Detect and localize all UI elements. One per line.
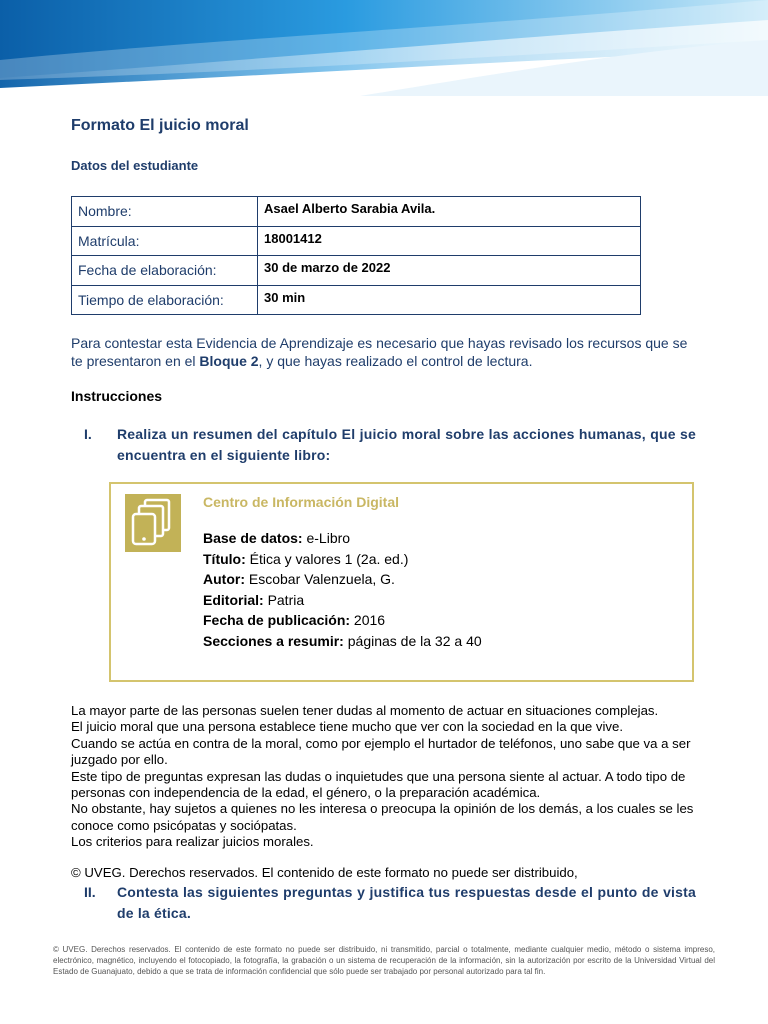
- summary-paragraph: Este tipo de preguntas expresan las dudas o inquietudes que una persona siente al actuar. A todo tipo de personas con independencia de la edad, el género, o la preparación académica.: [71, 768, 686, 801]
- row-label: Fecha de elaboración:: [72, 256, 258, 286]
- reference-value: Escobar Valenzuela, G.: [248, 571, 395, 587]
- reference-label: Fecha de publicación:: [203, 612, 351, 628]
- reference-value: Ética y valores 1 (2a. ed.): [249, 550, 409, 567]
- intro-text: Para contestar esta Evidencia de Aprendizaje es necesario que hayas revisado los recursos que se te presentaron en el: [71, 335, 688, 369]
- item-number: II.: [84, 884, 96, 900]
- student-section-heading: Datos del estudiante: [71, 158, 199, 173]
- student-data-table: [71, 196, 641, 315]
- table-row: [72, 197, 641, 227]
- reference-label: Secciones a resumir:: [203, 632, 344, 649]
- reference-value: 2016: [353, 612, 386, 628]
- reference-label: Editorial:: [203, 591, 264, 608]
- instructions-heading: Instrucciones: [71, 388, 163, 404]
- reference-line: [203, 549, 482, 570]
- row-label: Matrícula:: [72, 226, 258, 256]
- summary-paragraph: No obstante, hay sujetos a quienes no les interesa o preocupa la opinión de los demás, a los cuales se les conoce como psicópatas y sociópatas.: [71, 801, 694, 833]
- document-title: Formato El juicio moral: [71, 117, 249, 134]
- reference-line: [203, 610, 482, 631]
- book-pages-icon: [125, 494, 181, 552]
- reference-label: Base de datos:: [203, 530, 303, 546]
- item-text: Contesta las siguientes preguntas y justifica tus respuestas desde el punto de vista de la ética.: [117, 884, 696, 921]
- row-value: 30 min: [258, 285, 641, 315]
- intro-paragraph: [71, 334, 699, 370]
- info-box-title: Centro de Información Digital: [203, 494, 400, 510]
- reference-value: Patria: [267, 591, 305, 608]
- header-banner: [0, 0, 768, 96]
- item-number: I.: [84, 426, 92, 442]
- row-label: Tiempo de elaboración:: [72, 285, 258, 315]
- table-row: [72, 226, 641, 256]
- reference-value: e-Libro: [306, 530, 351, 546]
- row-value: 30 de marzo de 2022: [258, 256, 641, 286]
- summary-paragraph: Cuando se actúa en contra de la moral, como por ejemplo el hurtador de teléfonos, uno sabe que va a ser juzgado por ello.: [71, 735, 691, 768]
- reference-line: [203, 631, 482, 652]
- reference-value: páginas de la 32 a 40: [347, 632, 482, 649]
- reference-line: [203, 528, 482, 549]
- intro-text-end: , y que hayas realizado el control de lectura.: [258, 353, 533, 369]
- reference-label: Título:: [203, 550, 246, 567]
- reference-details: [203, 528, 482, 651]
- table-row: [72, 256, 641, 286]
- instruction-item-1: [84, 424, 696, 466]
- reference-line: [203, 569, 482, 590]
- summary-paragraph: La mayor parte de las personas suelen tener dudas al momento de actuar en situaciones complejas.: [71, 703, 659, 718]
- row-value: Asael Alberto Sarabia Avila.: [258, 197, 641, 227]
- copyright-line: © UVEG. Derechos reservados. El contenido de este formato no puede ser distribuido,: [71, 865, 578, 880]
- summary-paragraph: Los criterios para realizar juicios morales.: [71, 834, 314, 850]
- footer-copyright: © UVEG. Derechos reservados. El contenido de este formato no puede ser distribuido, ni transmitido, parcial o totalmente, mediante cualquier medio, método o sistema impreso, electrónico, magnético, incluyendo el fotocopiado, la fotografía, la grabación o un sistema de recuperación de la información, sin la autorización por escrito de la Universidad Virtual del Estado de Guanajuato, debido a que se trata de información confidencial que sólo puede ser trabajado por personal autorizado para tal fin.: [53, 945, 715, 976]
- digital-info-center-box: [109, 482, 694, 682]
- instruction-item-2: [84, 882, 696, 924]
- intro-bold-text: Bloque 2: [199, 353, 259, 369]
- item-text: Realiza un resumen del capítulo El juicio moral sobre las acciones humanas, que se encuentra en el siguiente libro:: [117, 426, 696, 463]
- summary-answer: [71, 703, 711, 851]
- table-row: [72, 285, 641, 315]
- reference-label: Autor:: [203, 571, 245, 587]
- row-value: 18001412: [258, 226, 641, 256]
- summary-paragraph: El juicio moral que una persona establece tiene mucho que ver con la sociedad en la que vive.: [71, 719, 624, 735]
- row-label: Nombre:: [72, 197, 258, 227]
- reference-line: [203, 590, 482, 611]
